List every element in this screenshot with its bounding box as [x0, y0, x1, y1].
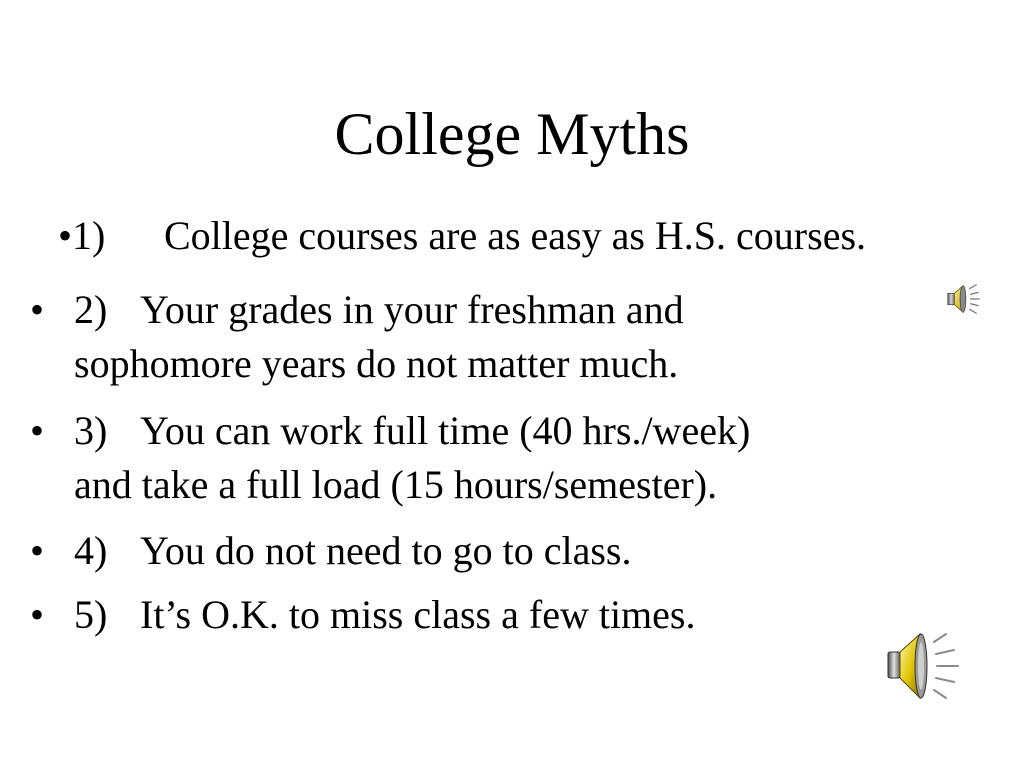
bullet-icon: •: [30, 528, 45, 573]
myth-number: 3): [74, 408, 108, 453]
myth-text-line: It’s O.K. to miss class a few times.: [140, 592, 696, 637]
myth-text-line: You can work full time (40 hrs./week): [140, 408, 751, 453]
myth-item-1: [58, 211, 866, 261]
myth-number: 2): [74, 287, 108, 332]
myth-text-line: sophomore years do not matter much.: [74, 341, 679, 386]
bullet-icon: •: [30, 592, 45, 637]
myth-text-line: and take a full load (15 hours/semester).: [74, 462, 718, 507]
myth-text: College courses are as easy as H.S. courses.: [164, 213, 867, 258]
myth-text-line: Your grades in your freshman and: [140, 287, 684, 332]
speaker-icon[interactable]: [884, 628, 964, 704]
speaker-icon[interactable]: [944, 280, 982, 318]
bullet-icon: •: [30, 287, 45, 332]
bullet-icon: •: [30, 408, 45, 453]
myth-number: 4): [74, 528, 108, 573]
myth-number: •1): [58, 213, 106, 258]
slide-title: College Myths: [334, 101, 690, 167]
myth-number: 5): [74, 592, 108, 637]
myth-text-line: You do not need to go to class.: [140, 528, 632, 573]
